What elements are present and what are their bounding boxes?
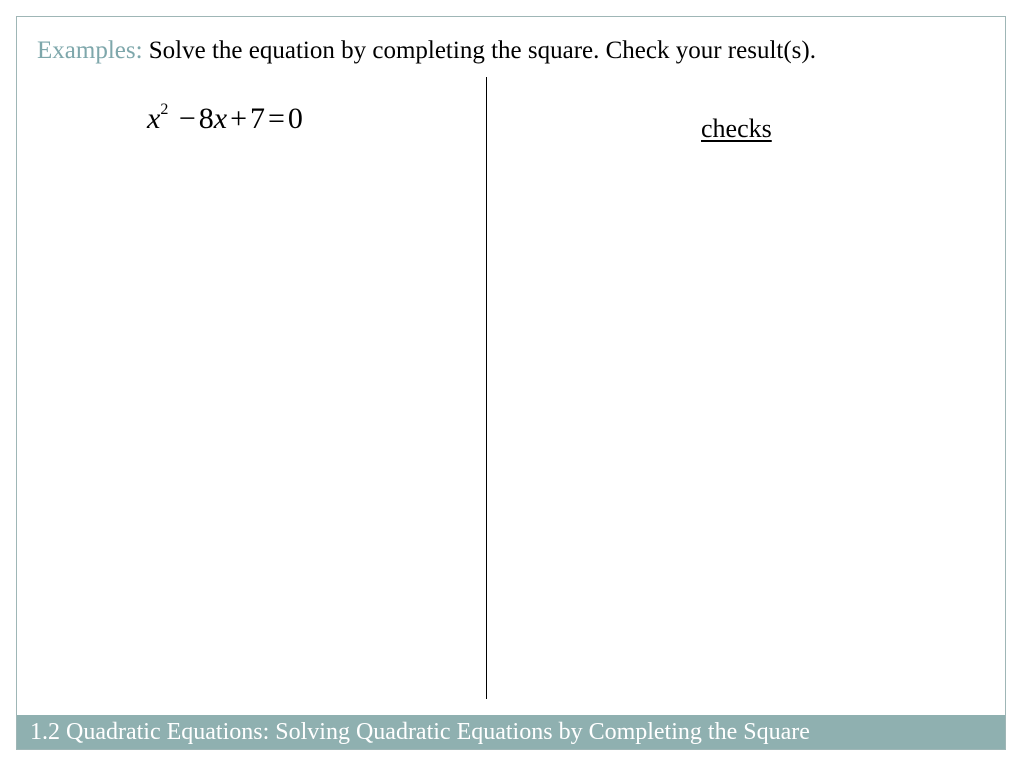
equation-coefficient: 8 [198,102,214,135]
equation-exponent: 2 [160,101,169,118]
slide-title [37,35,816,67]
footer-text: 1.2 Quadratic Equations: Solving Quadratic Equations by Completing the Square [30,719,810,745]
quadratic-equation [147,101,303,137]
equation-constant: 7 [250,102,265,135]
slide [16,16,1006,750]
equation-rhs: 0 [287,102,303,135]
equation-equals: = [268,102,285,135]
title-text: Solve the equation by completing the square. Check your result(s). [142,37,816,64]
title-label: Examples: [37,37,143,64]
column-divider [486,77,487,699]
equation-variable-2: x [213,102,228,135]
footer-bar [17,715,1005,749]
equation-minus: − [178,102,196,135]
equation-plus: + [230,102,247,135]
checks-heading: checks [701,114,772,143]
equation-variable: x [147,102,161,135]
